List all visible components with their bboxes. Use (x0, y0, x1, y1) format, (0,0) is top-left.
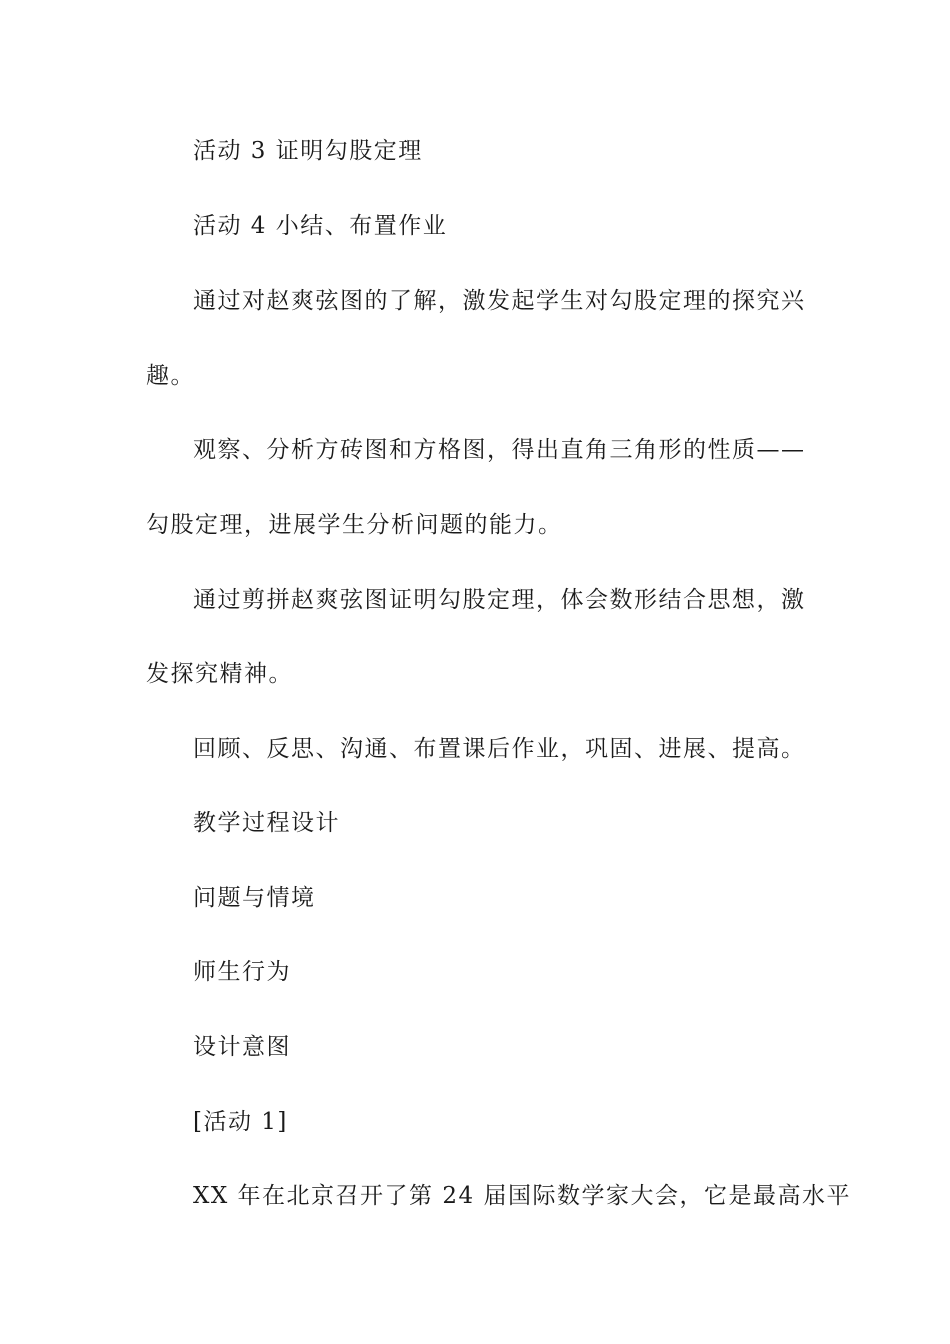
section-heading: 教学过程设计 (193, 810, 340, 836)
paragraph-1-line-2: 趣。 (146, 363, 195, 389)
column-label-intent: 设计意图 (193, 1034, 291, 1060)
activity-4-line: 活动 4 小结、布置作业 (193, 213, 448, 239)
column-label-behavior: 师生行为 (193, 959, 291, 985)
paragraph-2-line-2: 勾股定理，进展学生分析问题的能力。 (146, 512, 563, 538)
paragraph-5-line-1: XX 年在北京召开了第 24 届国际数学家大会，它是最高水平 (193, 1183, 851, 1209)
paragraph-1-line-1: 通过对赵爽弦图的了解，激发起学生对勾股定理的探究兴 (193, 288, 806, 314)
paragraph-4-line: 回顾、反思、沟通、布置课后作业，巩固、进展、提高。 (193, 736, 806, 762)
paragraph-2-line-1: 观察、分析方砖图和方格图，得出直角三角形的性质—— (193, 437, 806, 463)
paragraph-3-line-1: 通过剪拼赵爽弦图证明勾股定理，体会数形结合思想，激 (193, 587, 806, 613)
column-label-problem: 问题与情境 (193, 885, 316, 911)
activity-3-line: 活动 3 证明勾股定理 (193, 138, 423, 164)
paragraph-3-line-2: 发探究精神。 (146, 661, 293, 687)
activity-1-label: [活动 1] (193, 1109, 288, 1135)
